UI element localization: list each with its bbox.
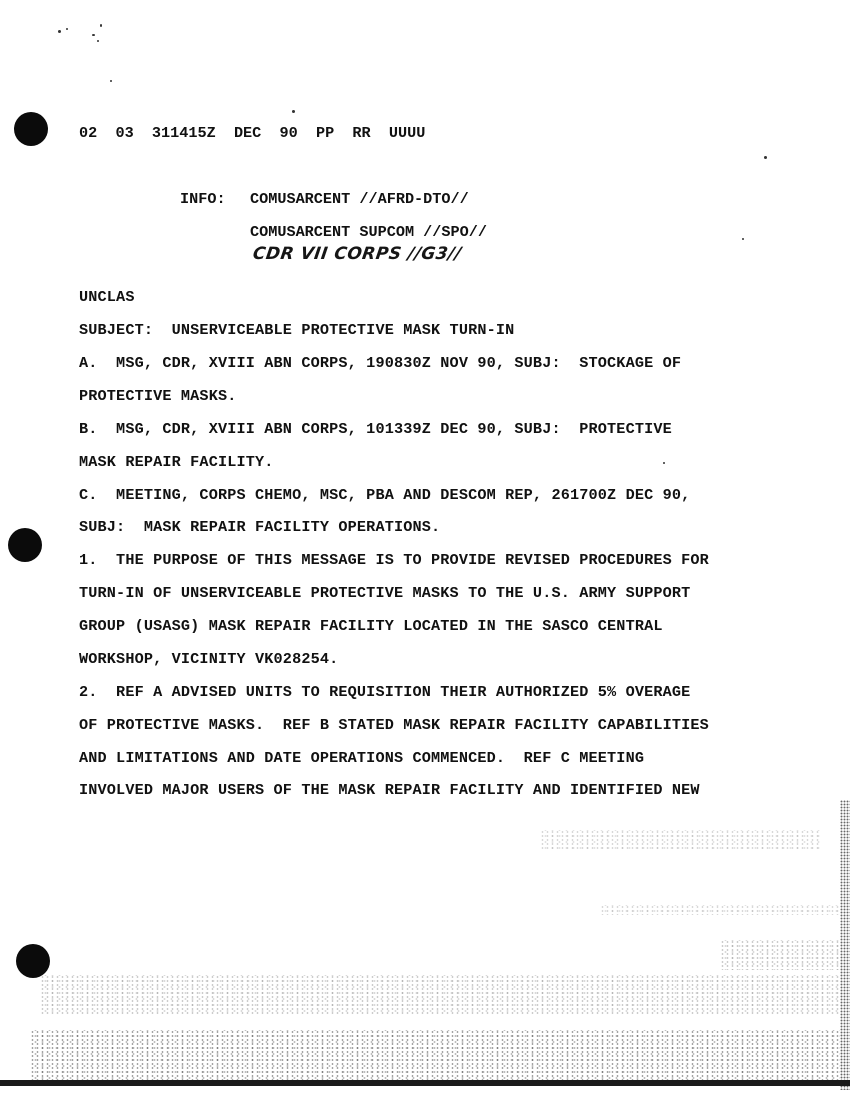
scan-bottom-edge	[0, 1080, 850, 1086]
para-1-line-4: WORKSHOP, VICINITY VK028254.	[79, 650, 339, 668]
scan-noise-band	[540, 830, 820, 850]
punch-hole-middle	[8, 528, 42, 562]
para-1-line-1: 1. THE PURPOSE OF THIS MESSAGE IS TO PROVIDE REVISED PROCEDURES FOR	[79, 551, 709, 569]
para-1-line-3: GROUP (USASG) MASK REPAIR FACILITY LOCATED IN THE SASCO CENTRAL	[79, 617, 663, 635]
scan-noise-band	[30, 1030, 840, 1080]
scan-speck	[742, 238, 744, 240]
para-2-line-3: AND LIMITATIONS AND DATE OPERATIONS COMMENCED. REF C MEETING	[79, 749, 645, 767]
scan-speck	[764, 156, 767, 159]
handwritten-addressee: CDR VII CORPS //G3//	[251, 244, 463, 264]
scan-noise-band	[720, 940, 840, 970]
info-addressee-2: COMUSARCENT SUPCOM //SPO//	[250, 223, 487, 241]
ref-c-line-1: C. MEETING, CORPS CHEMO, MSC, PBA AND DESCOM REP, 261700Z DEC 90,	[79, 486, 691, 504]
scan-speck	[92, 34, 95, 36]
ref-c-line-2: SUBJ: MASK REPAIR FACILITY OPERATIONS.	[79, 518, 441, 536]
ref-b-line-1: B. MSG, CDR, XVIII ABN CORPS, 101339Z DEC 90, SUBJ: PROTECTIVE	[79, 420, 672, 438]
classification: UNCLAS	[79, 288, 135, 306]
scan-noise-band	[600, 905, 840, 915]
scan-speck	[292, 110, 295, 113]
info-addressee-1: COMUSARCENT //AFRD-DTO//	[250, 190, 469, 208]
scan-speck	[97, 40, 99, 42]
scan-noise-edge	[840, 800, 850, 1090]
ref-a-line-1: A. MSG, CDR, XVIII ABN CORPS, 190830Z NOV 90, SUBJ: STOCKAGE OF	[79, 354, 682, 372]
scan-speck	[110, 80, 112, 82]
ref-b-line-2: MASK REPAIR FACILITY.	[79, 453, 274, 471]
info-label: INFO:	[180, 190, 226, 208]
punch-hole-bottom	[16, 944, 50, 978]
punch-hole-top	[14, 112, 48, 146]
scan-speck	[66, 28, 68, 30]
dtg-line: 02 03 311415Z DEC 90 PP RR UUUU	[79, 124, 426, 142]
scan-speck	[58, 30, 61, 33]
para-1-line-2: TURN-IN OF UNSERVICEABLE PROTECTIVE MASKS TO THE U.S. ARMY SUPPORT	[79, 584, 691, 602]
para-2-line-4: INVOLVED MAJOR USERS OF THE MASK REPAIR FACILITY AND IDENTIFIED NEW	[79, 781, 700, 799]
scan-speck	[100, 24, 102, 27]
subject-line: SUBJECT: UNSERVICEABLE PROTECTIVE MASK TURN-IN	[79, 321, 515, 339]
ref-a-line-2: PROTECTIVE MASKS.	[79, 387, 237, 405]
scan-speck	[663, 462, 665, 464]
scan-noise-band	[40, 975, 840, 1015]
para-2-line-1: 2. REF A ADVISED UNITS TO REQUISITION THEIR AUTHORIZED 5% OVERAGE	[79, 683, 691, 701]
para-2-line-2: OF PROTECTIVE MASKS. REF B STATED MASK REPAIR FACILITY CAPABILITIES	[79, 716, 709, 734]
